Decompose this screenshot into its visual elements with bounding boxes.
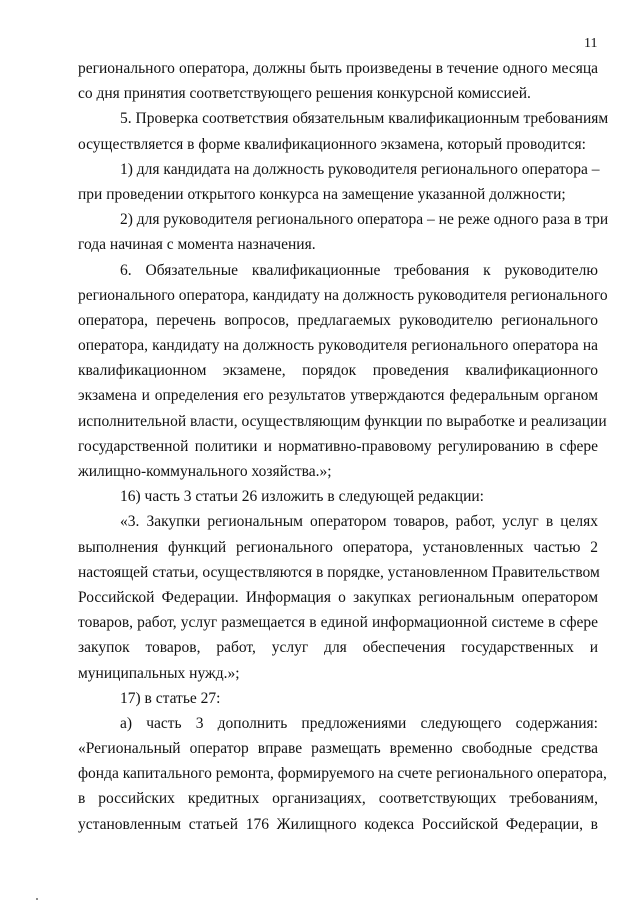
text-line: установленным статьей 176 Жилищного кодекса Российской Федерации, в <box>78 815 598 833</box>
text-line: со дня принятия соответствующего решения конкурсной комиссией. <box>78 85 531 103</box>
text-line: Российской Федерации. Информация о закупках региональным оператором <box>78 588 598 606</box>
paragraph-item-16 <box>78 484 598 509</box>
text-line: выполнения функций регионального оператора, установленных частью 2 <box>78 538 598 556</box>
text-line: 5. Проверка соответствия обязательным квалификационным требованиям <box>120 110 609 128</box>
paragraph-item-6 <box>78 258 608 485</box>
text-line: настоящей статьи, осуществляются в порядке, установленном Правительством <box>78 563 600 581</box>
text-line: муниципальных нужд.»; <box>78 664 240 682</box>
text-line: фонда капитального ремонта, формируемого на счете регионального оператора, <box>78 765 607 783</box>
paragraph-quoted-part-3 <box>78 509 598 685</box>
text-line: регионального оператора, должны быть произведены в течение одного месяца <box>78 60 598 77</box>
text-line: «Региональный оператор вправе размещать временно свободные средства <box>78 740 598 758</box>
paragraph-subitem-a <box>78 711 607 837</box>
text-line: жилищно-коммунального хозяйства.»; <box>78 463 332 480</box>
text-line: оператора, перечень вопросов, предлагаемых руководителю регионального <box>78 311 598 329</box>
paragraph-subitem-1 <box>78 157 598 207</box>
text-line: 16) часть 3 статьи 26 изложить в следующей редакции: <box>120 488 484 506</box>
text-line: при проведении открытого конкурса на замещение указанной должности; <box>78 185 566 203</box>
text-line: регионального оператора, кандидату на должность руководителя регионального <box>78 286 608 304</box>
text-line: 1) для кандидата на должность руководителя регионального оператора – <box>120 160 600 178</box>
page-number: 11 <box>584 36 598 51</box>
scan-speck <box>36 898 38 900</box>
text-line: государственной политики и нормативно-правовому регулированию в сфере <box>78 437 598 455</box>
text-line: экзамена и определения его результатов утверждаются федеральным органом <box>78 387 598 405</box>
text-line: 6. Обязательные квалификационные требования к руководителю <box>120 261 598 279</box>
text-line: товаров, работ, услуг размещается в единой информационной системе в сфере <box>78 614 598 632</box>
text-line: в российских кредитных организациях, соответствующих требованиям, <box>78 790 598 808</box>
text-line: исполнительной власти, осуществляющим функции по выработке и реализации <box>78 412 607 430</box>
text-line: квалификационном экзамене, порядок проведения квалификационного <box>78 362 598 380</box>
text-line: закупок товаров, работ, услуг для обеспечения государственных и <box>78 639 598 657</box>
paragraph-item-17 <box>78 686 598 711</box>
text-line: «3. Закупки региональным оператором товаров, работ, услуг в целях <box>120 513 598 531</box>
text-line: 17) в статье 27: <box>120 689 221 707</box>
document-body <box>78 56 609 837</box>
text-line: осуществляется в форме квалификационного экзамена, который проводится: <box>78 135 586 153</box>
text-line: 2) для руководителя регионального оператора – не реже одного раза в три <box>120 211 609 229</box>
text-line: оператора, кандидату на должность руководителя регионального оператора на <box>78 337 598 355</box>
text-line: а) часть 3 дополнить предложениями следующего содержания: <box>120 714 598 732</box>
paragraph-continuation <box>78 56 598 106</box>
paragraph-item-5 <box>78 106 609 156</box>
text-line: года начиная с момента назначения. <box>78 236 316 254</box>
paragraph-subitem-2 <box>78 207 609 257</box>
